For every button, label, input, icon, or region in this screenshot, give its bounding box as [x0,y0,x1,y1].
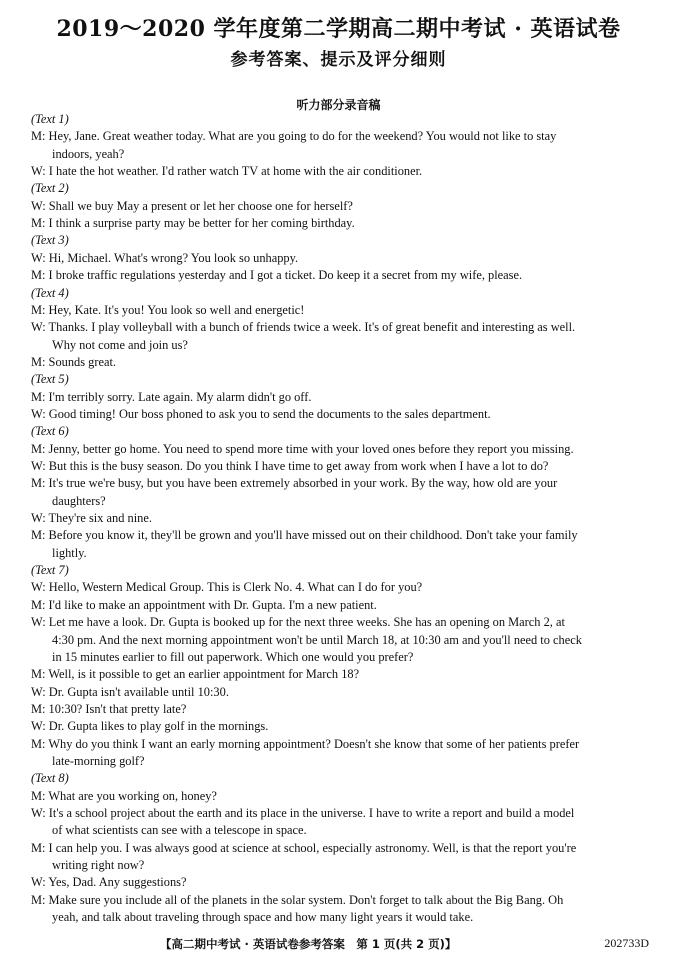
transcript-line: W: Yes, Dad. Any suggestions? [31,875,187,890]
transcript-line: daughters? [52,493,106,508]
transcript-line: M: Before you know it, they'll be grown and you'll have missed out on their childhood. Don't take your family [31,528,578,543]
transcript-line: W: Dr. Gupta likes to play golf in the mornings. [31,719,269,734]
text-label: (Text 4) [31,285,69,300]
transcript-line: W: Let me have a look. Dr. Gupta is booked up for the next three weeks. She has an opening on March 2, at [31,615,565,630]
text-label: (Text 7) [31,563,69,578]
transcript-line: M: Jenny, better go home. You need to spend more time with your loved ones before they report you missing. [31,441,574,456]
transcript-line: late-morning golf? [52,753,145,768]
transcript-line: M: Well, is it possible to get an earlier appointment for March 18? [31,667,360,682]
transcript-line: W: I hate the hot weather. I'd rather watch TV at home with the air conditioner. [31,164,423,179]
transcript-line: W: Hello, Western Medical Group. This is Clerk No. 4. What can I do for you? [31,580,423,595]
text-label: (Text 3) [31,233,69,248]
transcript-line: W: Thanks. I play volleyball with a bunch of friends twice a week. It's of great benefit and interesting as well. [31,320,576,335]
transcript-line: M: I can help you. I was always good at science at school, especially astronomy. Well, is that the report you're [31,840,577,855]
transcript-line: of what scientists can see with a telescope in space. [52,823,307,838]
document-subtitle: 参考答案、提示及评分细则 [230,50,447,70]
transcript-line: writing right now? [52,858,145,873]
transcript-line: W: Good timing! Our boss phoned to ask you to send the documents to the sales department. [31,406,491,421]
document-title: 2019～2020 学年度第二学期高二期中考试 · 英语试卷 [56,16,621,42]
transcript-line: M: Sounds great. [31,354,117,369]
transcript-line: W: Hi, Michael. What's wrong? You look so unhappy. [31,250,299,265]
text-label: (Text 1) [31,112,69,126]
transcript-line: M: What are you working on, honey? [31,788,217,803]
text-label: (Text 6) [31,424,69,439]
transcript-line: indoors, yeah? [52,146,125,161]
transcript-line: lightly. [52,545,87,560]
text-label: (Text 5) [31,372,69,387]
transcript-line: 4:30 pm. And the next morning appointment won't be until March 18, at 10:30 am and you'll need to check [52,632,582,647]
transcript-line: M: I think a surprise party may be better for her coming birthday. [31,216,355,231]
section-heading: 听力部分录音稿 [296,98,381,112]
transcript-line: M: Make sure you include all of the planets in the solar system. Don't forget to talk about the Big Bang. Oh [31,892,564,907]
page-footer [0,936,677,954]
transcript-line: M: I broke traffic regulations yesterday and I got a ticket. Do keep it a secret from my wife, please. [31,268,523,283]
transcript-line: yeah, and talk about traveling through space and how many light years it would take. [52,910,474,925]
transcript-line: W: Dr. Gupta isn't available until 10:30. [31,684,229,699]
transcript-line: M: I'm terribly sorry. Late again. My alarm didn't go off. [31,389,312,404]
transcript-line: M: It's true we're busy, but you have been extremely absorbed in your work. By the way, how old are your [31,476,558,491]
transcript-line: W: It's a school project about the earth and its place in the universe. I have to write a report and build a model [31,806,575,820]
footer-page-label: 【高二期中考试 · 英语试卷参考答案 第 1 页(共 2 页)】 [160,937,457,951]
transcript-line: M: 10:30? Isn't that pretty late? [31,701,187,716]
transcript-line: Why not come and join us? [52,337,188,352]
transcript-line: in 15 minutes earlier to fill out paperwork. Which one would you prefer? [52,649,414,664]
footer-code: 202733D [604,936,649,950]
transcript-line: M: Why do you think I want an early morning appointment? Doesn't she know that some of her patients prefer [31,736,580,751]
text-label: (Text 2) [31,181,69,196]
transcript-line: W: Shall we buy May a present or let her choose one for herself? [31,198,353,213]
text-label: (Text 8) [31,771,69,786]
transcript-line: M: Hey, Jane. Great weather today. What are you going to do for the weekend? You would not like to stay [31,129,557,144]
transcript-line: W: They're six and nine. [31,511,152,526]
transcript-line: M: I'd like to make an appointment with Dr. Gupta. I'm a new patient. [31,597,377,612]
transcript-line: M: Hey, Kate. It's you! You look so well and energetic! [31,302,305,317]
transcript-line: W: But this is the busy season. Do you think I have time to get away from work when I have a lot to do? [31,459,549,473]
